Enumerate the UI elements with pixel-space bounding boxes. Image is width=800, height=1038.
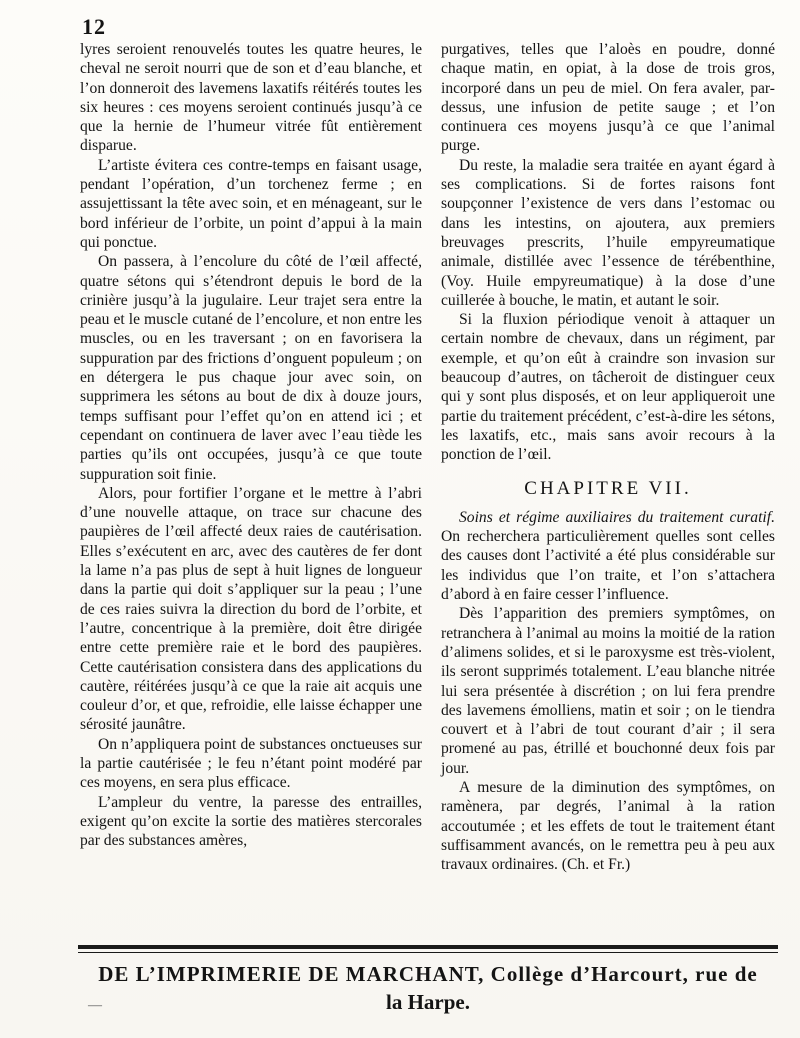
imprint-line-2: la Harpe. (386, 990, 470, 1014)
paragraph: purgatives, telles que l’aloès en poudre, donné chaque matin, en opiat, à la dose de trois gros, incorporé dans un peu de miel. On fera avaler, par-dessus, une infusion de petite sauge ; et l’on continuera ces moyens jusqu’à ce que l’animal purge. (441, 41, 775, 155)
left-column (80, 40, 422, 850)
paragraph: Alors, pour fortifier l’organe et le mettre à l’abri d’une nouvelle attaque, on trace sur chacune des paupières de l’œil affecté deux raies de cautérisation. Elles s’exécutent en arc, avec des cautères de fer dont la lame n’a pas plus de sept à huit lignes de longueur dans la partie qui doit s’appliquer sur la peau ; l’une de ces raies suivra la direction du bord de l’orbite, et l’autre, concentrique à la première, doit être dirigée entre cette première raie et le bord des paupières. Cette cautérisation consistera dans des applications du cautère, réitérées jusqu’à ce que la raie ait acquis une couleur d’or, et que, refroidie, elle laisse échapper une sérosité jaunâtre. (80, 484, 422, 734)
chapter-lead-paragraph (441, 508, 775, 604)
imprint-line-1: DE L’IMPRIMERIE DE MARCHANT, Collège d’Harcourt, rue de (98, 962, 758, 986)
paragraph: Du reste, la maladie sera traitée en ayant égard à ses complications. Si de fortes raisons font soupçonner l’existence de vers dans l’estomac ou dans les intestins, on ajoutera, aux premiers breuvages prescrits, l’huile empyreumatique animale, distillée avec l’essence de térébenthine, (Voy. Huile empyreumatique) à la dose d’une cuillerée à bouche, le matin, et autant le soir. (441, 156, 775, 309)
edge-mark: — (88, 998, 102, 1013)
footer-rule-thin (78, 952, 778, 953)
paragraph: L’ampleur du ventre, la paresse des entrailles, exigent qu’on excite la sortie des matières stercorales par des substances amères, (80, 793, 422, 850)
paragraph: Dès l’apparition des premiers symptômes, on retranchera à l’animal au moins la moitié de la ration d’alimens solides, et si le paroxysme est très-violent, ils seront supprimés totalement. L’eau blanche nitrée lui sera présentée à discrétion ; on lui fera prendre des lavemens émolliens, matin et soir ; on le tiendra couvert et à l’abri de tout courant d’air ; il sera promené au pas, étrillé et bouchonné deux fois par jour. (441, 605, 775, 777)
page-number: 12 (82, 14, 106, 39)
paragraph: Si la fluxion périodique venoit à attaquer un certain nombre de chevaux, dans un régiment, par exemple, et qu’on eût à craindre son invasion sur beaucoup d’autres, on tâcheroit de distinguer ceux qui y sont plus disposés, et on leur appliqueroit une partie du traitement précédent, c’est-à-dire les sétons, les laxatifs, etc., mais sans avoir recours à la ponction de l’œil. (441, 311, 775, 464)
chapter-lead-italic: Soins et régime auxiliaires du traitement curatif. (459, 508, 775, 526)
footer-rule-thick (78, 945, 778, 949)
paragraph: On n’appliquera point de substances onctueuses sur la partie cautérisée ; le feu n’étant point modéré par ces moyens, en sera plus efficace. (80, 735, 422, 792)
chapter-title: CHAPITRE VII. (524, 477, 692, 499)
paragraph: A mesure de la diminution des symptômes, on ramènera, par degrés, l’animal à la ration accoutumée ; et les effets de tout le traitement étant suffisamment avancés, on le remettra peu à peu aux travaux ordinaires. (Ch. et Fr.) (441, 778, 775, 874)
right-column (441, 40, 775, 874)
paragraph: lyres seroient renouvelés toutes les quatre heures, le cheval ne seroit nourri que de son et d’eau blanche, et l’on donneroit des lavemens laxatifs réitérés toutes les six heures : ces moyens seroient continués jusqu’à ce que la hernie de l’humeur vitrée fût entièrement disparue. (80, 41, 422, 155)
paragraph: On passera, à l’encolure du côté de l’œil affecté, quatre sétons qui s’étendront depuis le bord de la crinière jusqu’à la jugulaire. Leur trajet sera entre la peau et le muscle cutané de l’encolure, et non entre les muscles, ou en les traversant ; on en favorisera la suppuration par des frictions d’onguent populeum ; on en détergera le pus chaque jour avec soin, on supprimera les sétons au bout de dix à douze jours, temps suffisant pour l’effet qu’on en attend ici ; et cependant on continuera de laver avec l’eau tiède les parties qu’ils ont occupées, jusqu’à ce que toute suppuration soit finie. (80, 253, 422, 483)
paragraph: L’artiste évitera ces contre-temps en faisant usage, pendant l’opération, d’un torchenez ferme ; en assujettissant la tête avec soin, et en ménageant, sur le bord inférieur de l’orbite, un point d’appui à la main qui ponctue. (80, 156, 422, 251)
printer-imprint (78, 960, 778, 1016)
chapter-lead-text: On recherchera particulièrement quelles sont celles des causes dont l’activité a été plus considérable sur les individus que l’on traite, et l’on s’attachera d’abord à en faire cesser l’influence. (441, 528, 775, 604)
